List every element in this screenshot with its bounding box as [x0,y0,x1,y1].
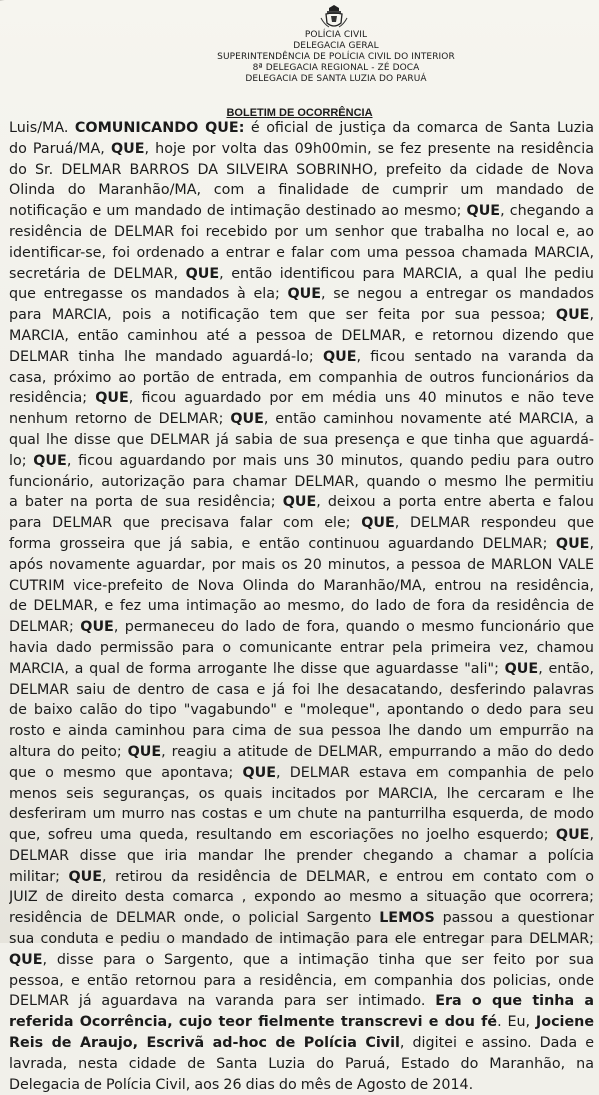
text-run: residência; [9,390,96,407]
text-line [9,201,594,222]
text-run: , [589,535,594,552]
text-line [9,576,594,597]
text-run: após novamente aguardar, por mais os 20 minutos, a pessoa de MARLON VALE [9,556,594,573]
text-line [9,160,594,181]
text-run: de DELMAR, e fez uma intimação ao mesmo, do lado de fora da residência de [9,598,594,615]
bold-run: QUE [361,515,395,532]
header-line-4: 8ª DELEGACIA REGIONAL - ZÉ DOCA [252,63,420,73]
bold-run: QUE [555,535,590,552]
text-line [9,118,594,139]
text-line [9,1075,594,1095]
bold-run: QUE [127,743,162,760]
text-run: , ficou aguardado por em média uns 40 minutos e não teve [128,390,594,407]
text-run: rosto e ainda caminhou para cima de sua pessoa lhe dando um empurrão na [9,723,594,740]
text-line [9,596,594,617]
text-run: MARCIA, então caminhou até a pessoa de DELMAR, e retornou dizendo que [9,327,594,344]
text-run: nenhum retorno de DELMAR; [9,411,231,428]
text-line [9,180,594,201]
text-run: DELMAR saiu de dentro de casa e já foi lhe desacatando, desferindo palavras [9,681,594,698]
text-line [9,784,594,805]
bold-run: Jociene [535,1014,594,1031]
text-line [9,368,594,389]
text-run: , ficou sentado na varanda da [356,348,594,365]
bold-run: QUE [287,286,322,303]
text-run: DELMAR disse que iria mandar lhe prender chegando a chamar a polícia [9,847,594,864]
text-run: sua conduta e pediu o mandado de intimação para ele entregar para DELMAR; [9,931,594,948]
bold-run: QUE [110,140,145,157]
text-line [9,451,594,472]
header-line-2: DELEGACIA GERAL [293,41,379,51]
text-run: qual lhe disse que DELMAR já sabia de sua presença e que tinha que aguardá- [9,431,594,448]
text-run: , se negou a entregar os mandados [321,286,594,303]
text-line [9,1033,594,1054]
bold-run: QUE [555,307,590,324]
document-body [9,118,594,1095]
text-line [9,721,594,742]
bold-run: QUE [68,868,103,885]
bold-run: QUE [242,764,276,781]
text-line [9,388,594,409]
text-line [9,222,594,243]
bold-run: QUE [9,951,43,968]
text-line [9,950,594,971]
text-run: do Sr. DELMAR BARROS DA SILVEIRA SOBRINHO, prefeito da cidade de Nova [9,161,594,178]
header-line-5: DELEGACIA DE SANTA LUZIA DO PARUÁ [245,74,427,84]
text-line [9,430,594,451]
text-run: para MARCIA, pois a notificação tem que ser feita por sua pessoa; [9,307,556,324]
text-line [9,305,594,326]
text-line [9,555,594,576]
text-line [9,659,594,680]
text-run: forma grosseira que já sabia, e então continuou aguardando DELMAR; [9,535,556,552]
document-header [200,30,472,85]
bold-run: QUE [282,494,317,511]
text-line [9,763,594,784]
text-line [9,804,594,825]
text-run: altura do peito; [9,743,128,760]
text-run: , então, [538,660,594,677]
header-line-1: POLÍCIA CIVIL [304,30,368,40]
text-run: militar; [9,868,69,885]
text-line [9,1012,594,1033]
text-line [9,700,594,721]
header-line-3: SUPERINTENDÊNCIA DE POLÍCIA CIVIL DO INTERIOR [217,52,455,62]
text-run: a bater na porta de sua residência; [9,494,283,511]
text-run: CUTRIM vice-prefeito de Nova Olinda do Maranhão/MA, entrou na residência, [9,577,594,594]
text-line [9,264,594,285]
bold-run: QUE [555,827,590,844]
text-line [9,472,594,493]
text-run: , [589,307,594,324]
text-line [9,284,594,305]
bold-run: QUE [230,411,264,428]
text-run: MARCIA, a qual de forma arrogante lhe disse que aguardasse "ali"; [9,660,505,677]
text-run: residência de DELMAR foi recebido por um senhor que trabalha no local e, ao [9,223,594,240]
bold-run: LEMOS [379,910,435,927]
text-line [9,929,594,950]
text-line [9,409,594,430]
text-run: Delegacia de Polícia Civil, aos 26 dias do mês de Agosto de 2014. [9,1076,474,1093]
text-run: , retirou da residência de DELMAR, e entrou em contato com o [102,868,594,885]
text-line [9,991,594,1012]
text-run: , DELMAR estava em companhia de pelo [276,764,594,781]
text-line [9,908,594,929]
text-run: para DELMAR que precisava falar com ele; [9,515,362,532]
bold-run: COMUNICANDO QUE: [74,120,245,136]
bold-run: Era o que tinha a [435,993,594,1010]
text-run: que o mesmo que apontava; [9,764,243,781]
text-line [9,617,594,638]
text-run: passou a questionar [434,910,594,927]
text-run: funcionário, autorização para chamar DELMAR, quando o mesmo lhe permitiu [9,473,594,490]
bold-run: QUE [95,390,129,407]
text-run: casa, próximo ao portão de entrada, em companhia de outros funcionários da [9,369,594,386]
bold-run: QUE [466,203,501,220]
document-title: BOLETIM DE OCORRÊNCIA [226,107,373,119]
text-run: pessoa, e então retornou para a residência, em companhia dos policias, onde [9,972,594,989]
text-run: , hoje por volta das 09h00min, se fez presente na residência [144,140,594,157]
text-run: secretária de DELMAR, [9,265,186,282]
text-run: lavrada, nesta cidade de Santa Luzia do Paruá, Estado do Maranhão, na [9,1055,594,1072]
text-run: , chegando a [500,203,594,220]
text-run: Luis/MA. [9,120,75,136]
text-line [9,347,594,368]
text-run: JUIZ de direito desta comarca , expondo ao mesmo a situação que ocorrera; [9,889,594,906]
bold-run: QUE [185,265,220,282]
text-line [9,846,594,867]
text-run: é oficial de justiça da comarca de Santa Luzia [244,120,594,136]
text-line [9,825,594,846]
text-line [9,534,594,555]
text-run: DELMAR já aguardava na varanda para ser intimado. [9,993,436,1010]
bold-run: QUE [504,660,539,677]
text-run: , ficou aguardando por mais uns 30 minutos, quando pediu para outro [66,452,594,469]
text-run: . Eu, [497,1014,536,1031]
text-run: , reagiu a atitude de DELMAR, empurrando a mão do dedo [161,743,594,760]
text-run: de baixo calão do tipo "vagabundo" e "moleque", apontando o dedo para seu [9,702,594,719]
text-run: , digitei e assino. Dada e [399,1035,594,1052]
text-line [9,638,594,659]
text-line [9,742,594,763]
bold-run: QUE [33,452,67,469]
text-line [9,243,594,264]
text-run: que, sofreu uma queda, resultando em escoriações no joelho esquerdo; [9,827,556,844]
text-run: , então identificou para MARCIA, a qual lhe pediu [219,265,594,282]
text-run: Olinda do Maranhão/MA, com a finalidade de cumprir um mandado de [9,182,594,199]
text-run: residência de DELMAR onde, o policial Sargento [9,910,380,927]
text-line [9,887,594,908]
police-crest-icon [317,4,351,30]
text-line [9,971,594,992]
text-run: havia dado permissão para o comunicante entrar pela primeira vez, chamou [9,639,594,656]
text-run: , permaneceu do lado de fora, quando o mesmo funcionário que [113,619,594,636]
text-run: DELMAR; [9,619,81,636]
text-run: , DELMAR respondeu que [394,515,594,532]
text-run: , deixou a porta entre aberta e falou [316,494,594,511]
text-line [9,492,594,513]
bold-run: Reis de Araujo, Escrivã ad-hoc de Polícia Civil [9,1035,400,1052]
text-line [9,513,594,534]
text-run: desferiram um murro nas costas e um chute na panturrilha esquerda, de modo [9,806,594,823]
text-line [9,867,594,888]
text-run: do Paruá/MA, [9,140,111,157]
text-run: , [589,827,594,844]
bold-run: QUE [322,348,357,365]
bold-run: QUE [80,619,114,636]
text-line [9,680,594,701]
text-run: lo; [9,452,34,469]
text-run: , então caminhou novamente até MARCIA, a [263,411,594,428]
text-run: notificação e um mandado de intimação destinado ao mesmo; [9,203,467,220]
text-line [9,139,594,160]
text-line [9,326,594,347]
text-line [9,1054,594,1075]
text-run: menos seis seguranças, os quais incitados por MARCIA, lhe cercaram e lhe [9,785,594,802]
text-run: DELMAR tinha lhe mandado aguardá-lo; [9,348,323,365]
paper-fold [0,0,95,41]
text-run: identificar-se, foi ordenado a entrar e falar com uma pessoa chamada MARCIA, [9,244,594,261]
bold-run: referida Ocorrência, cujo teor fielmente transcrevi e dou fé [9,1014,498,1031]
text-run: , disse para o Sargento, que a intimação tinha que ser feito por sua [42,951,594,968]
text-run: que entregasse os mandados à ela; [9,286,288,303]
